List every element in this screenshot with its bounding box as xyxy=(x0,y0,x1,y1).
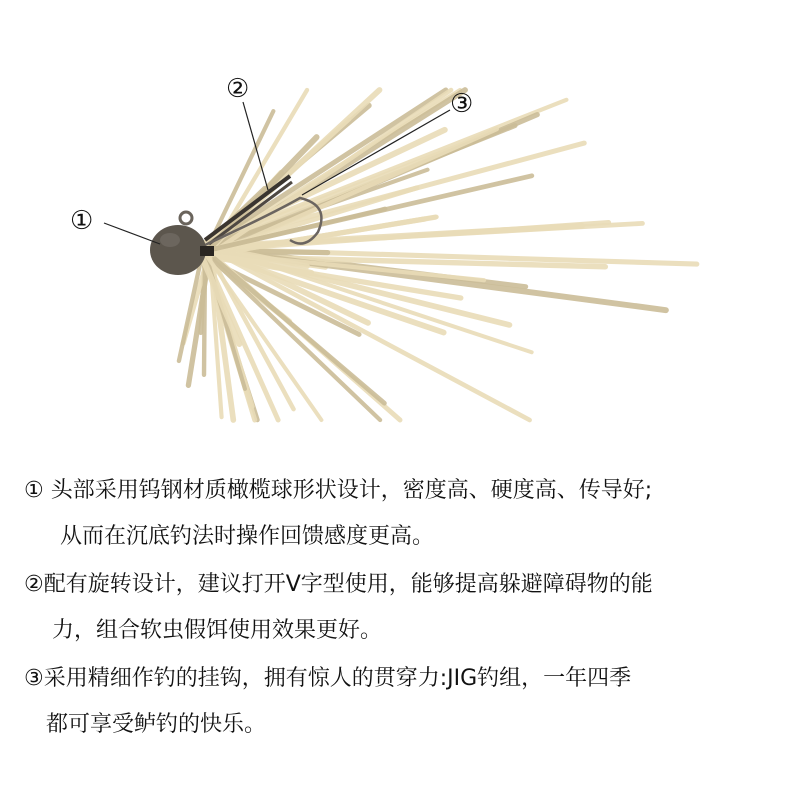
svg-text:①: ① xyxy=(70,206,94,236)
feature-3-number: ③ xyxy=(24,666,44,691)
feature-1-text: 头部采用钨钢材质橄榄球形状设计，密度高、硬度高、传导好; xyxy=(50,478,653,503)
feature-1-line-1 xyxy=(24,468,652,514)
feature-2-number: ② xyxy=(24,572,44,597)
feature-2-line-1 xyxy=(24,562,653,608)
feature-2-text: 配有旋转设计，建议打开V字型使用，能够提高躲避障碍物的能 xyxy=(43,572,653,597)
feature-2-line-2: 力，组合软虫假饵使用效果更好。 xyxy=(52,618,383,643)
feature-1-line-2: 从而在沉底钓法时操作回馈感度更高。 xyxy=(60,524,435,549)
svg-text:②: ② xyxy=(226,74,250,104)
feature-3-line-2: 都可享受鲈钓的快乐。 xyxy=(46,712,267,737)
callout-1 xyxy=(70,206,160,244)
feature-3-text: 采用精细作钓的挂钩，拥有惊人的贯穿力:JIG钓组，一年四季 xyxy=(43,666,632,691)
svg-text:③: ③ xyxy=(450,89,474,119)
feature-1-number: ① xyxy=(24,478,44,503)
feature-3-line-1 xyxy=(24,656,631,702)
rubber-skirt-icon xyxy=(179,90,697,420)
